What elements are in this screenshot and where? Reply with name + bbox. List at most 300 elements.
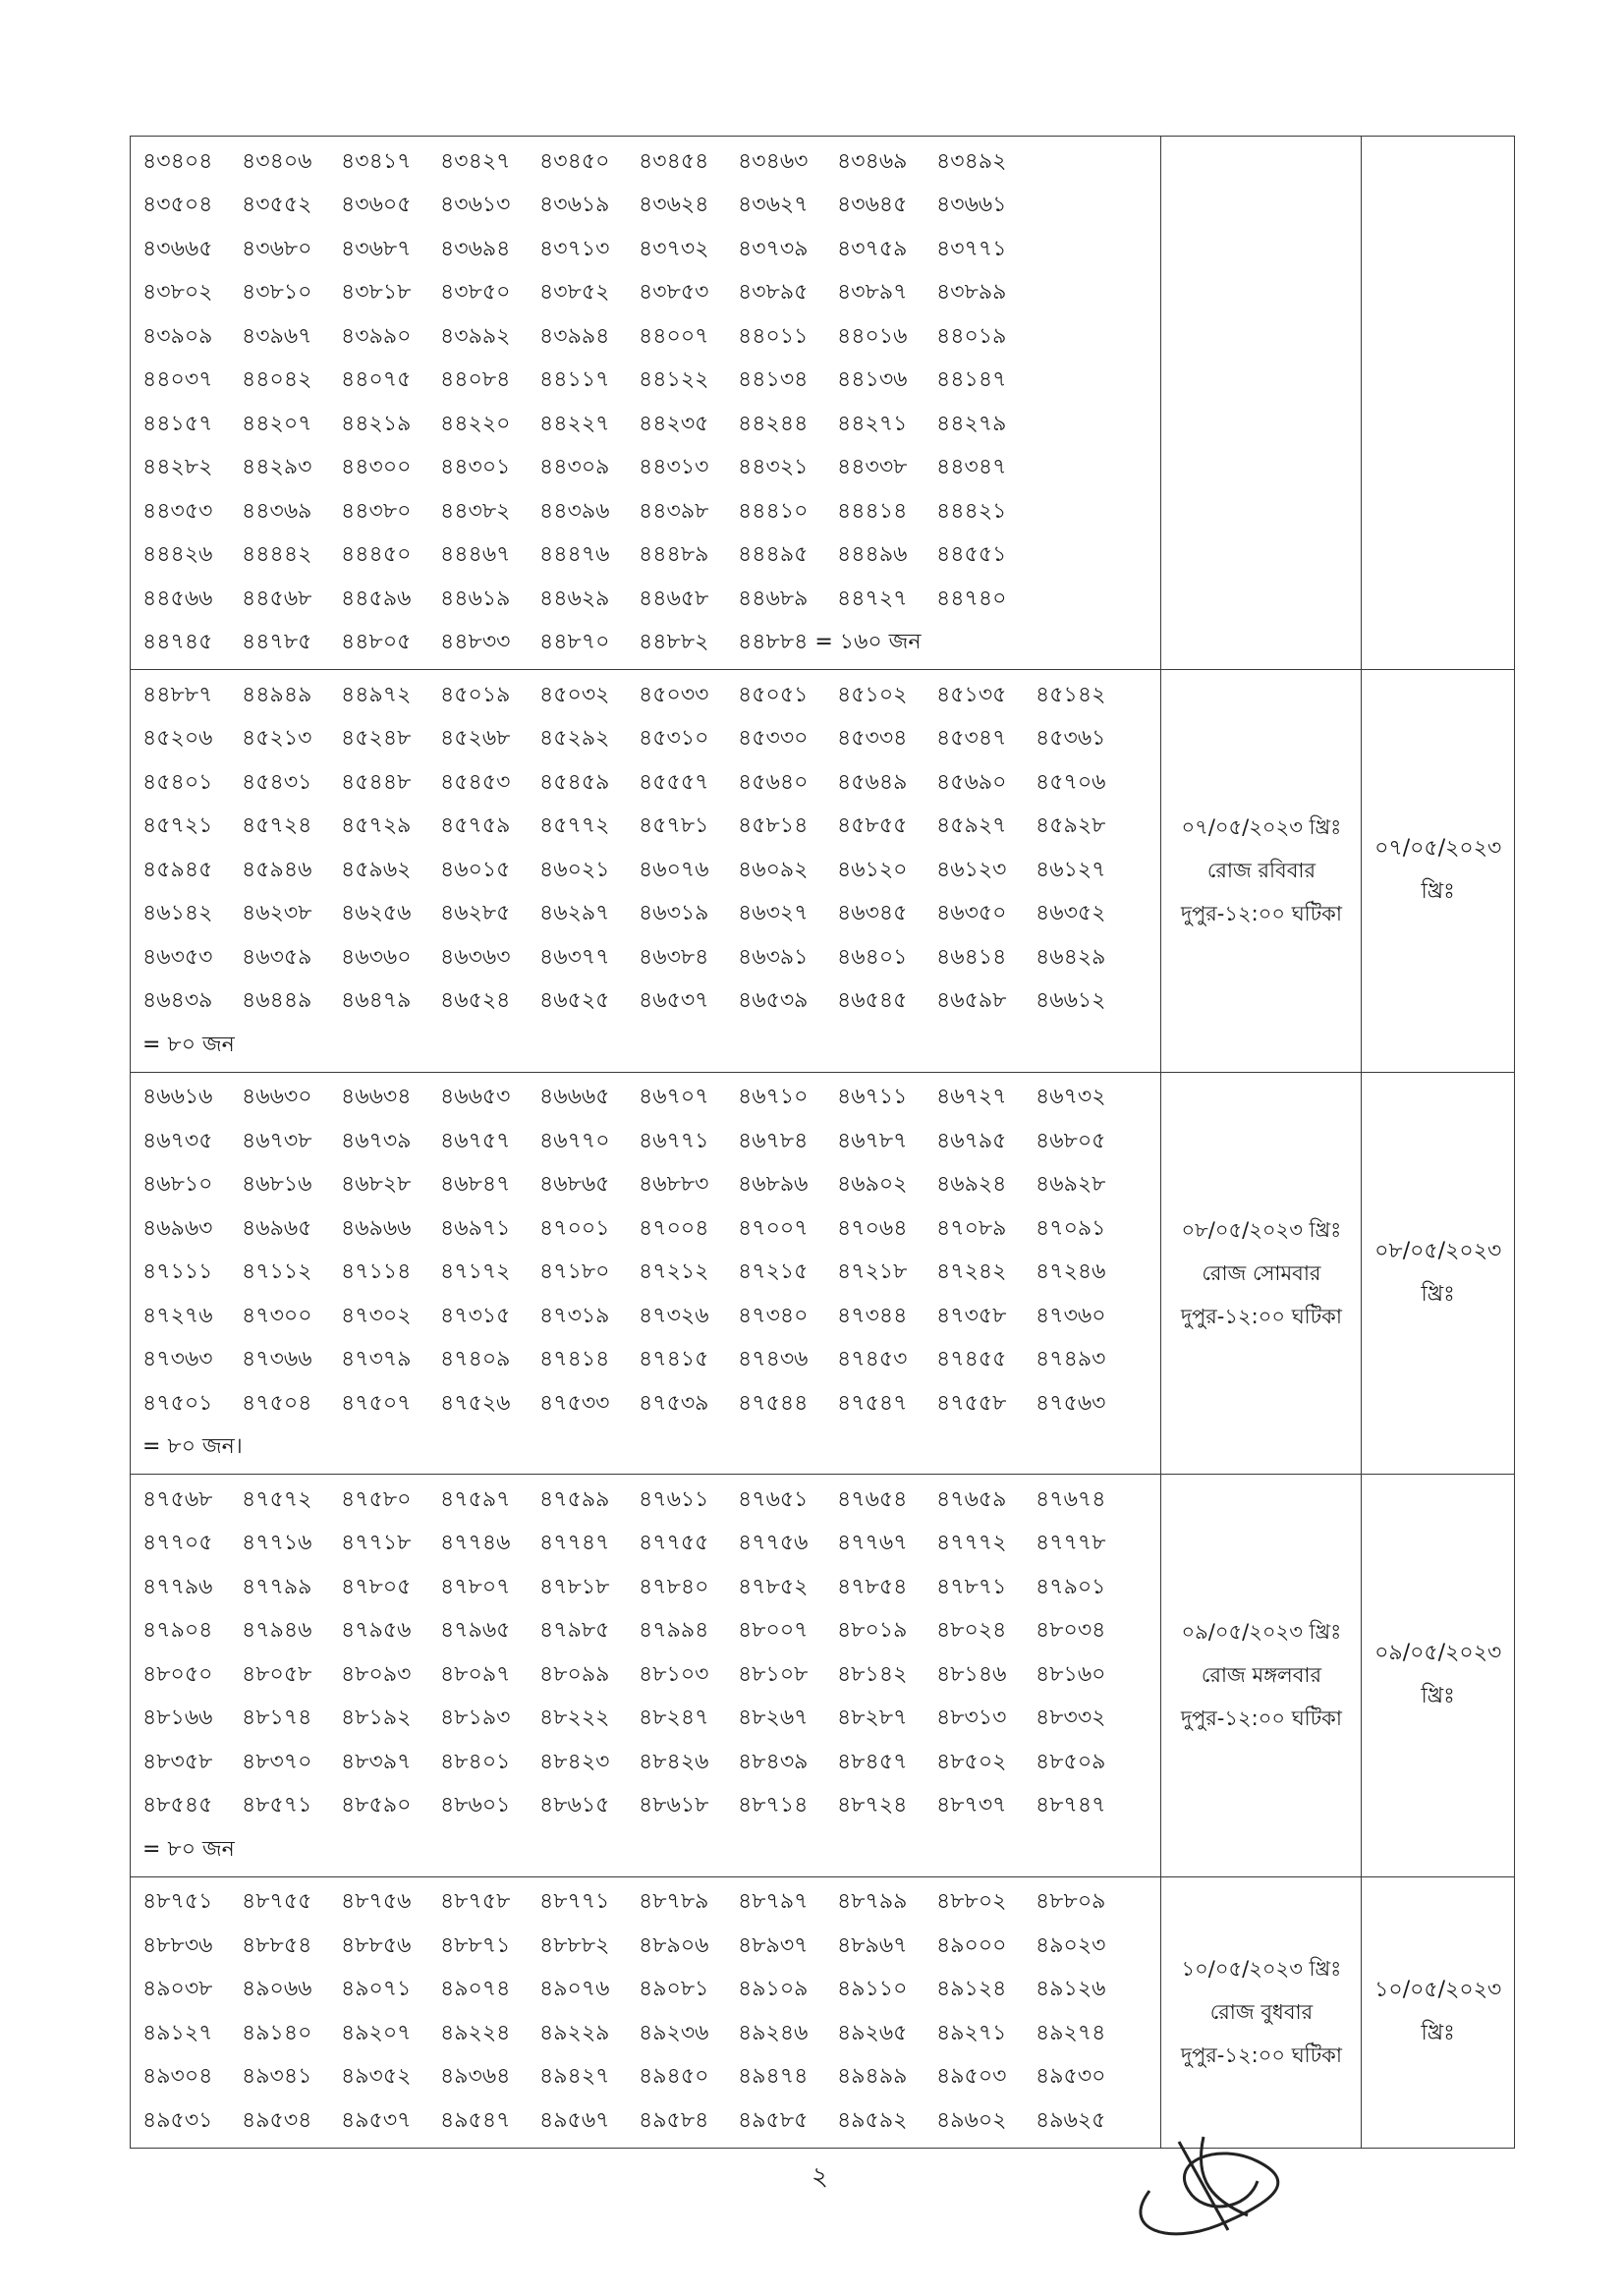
roll-number: ৪৭৮৪০ (639, 1574, 709, 1599)
roll-number: ৪৯২২৯ (539, 2020, 610, 2045)
roll-number: ৪৫৭৮১ (639, 813, 709, 839)
roll-number: ৪৭৭১৬ (242, 1531, 312, 1556)
roll-number: ৪৭৫৭২ (242, 1486, 312, 1512)
roll-number: ৪৮৫৯০ (341, 1793, 412, 1818)
roll-number: ৪৪১৩৪ (738, 367, 809, 393)
roll-number: ৪৯৪৯৯ (837, 2064, 908, 2090)
roll-number: ৪৭৬১১ (639, 1486, 709, 1512)
roll-number: ৪৪০৩৭ (142, 367, 213, 393)
roll-number: ৪৭০০৪ (639, 1215, 709, 1241)
roll-number: ৪৪৩২১ (738, 455, 809, 480)
roll-number: ৪৪২২০ (440, 411, 511, 436)
roll-number: ৪৭৪৫৩ (837, 1347, 908, 1372)
roll-number: ৪৫৭২১ (142, 813, 213, 839)
roll-numbers-cell (131, 1475, 1161, 1877)
roll-number: ৪৩৫০৪ (142, 193, 213, 218)
roll-number: ৪৪৩৩৮ (837, 455, 908, 480)
roll-number: ৪৩৬৬৫ (142, 236, 213, 261)
roll-line (142, 1426, 1150, 1471)
roll-line (142, 2056, 1150, 2100)
roll-number: ৪৯০৮১ (639, 1977, 709, 2002)
roll-number: ৪৪০০৭ (639, 323, 709, 349)
roll-number: ৪৭৪১৫ (639, 1347, 709, 1372)
roll-number: ৪৯৩৪১ (242, 2064, 312, 2090)
roll-number: ৪৬৮৪৭ (440, 1172, 511, 1198)
roll-number: ৪৪৩০০ (341, 455, 412, 480)
roll-line (142, 893, 1150, 937)
roll-line (142, 1479, 1150, 1523)
roll-number: ৪৭৪১৪ (539, 1347, 610, 1372)
roll-number: ৪৭০০১ (539, 1215, 610, 1241)
viva-date-text (1362, 827, 1514, 914)
roll-number: ৪৫৪৫৯ (539, 769, 610, 795)
roll-number: ৪৭৩৫৮ (936, 1303, 1007, 1328)
roll-numbers-cell (131, 137, 1161, 670)
roll-number: ৪৩৬১৩ (440, 193, 511, 218)
roll-number: ৪৮৭৫৫ (242, 1889, 312, 1915)
roll-number: = ৮০ জন (142, 1836, 235, 1862)
viva-date-line: খ্রিঃ (1421, 879, 1455, 905)
roll-number: ৪৩৮১৮ (341, 280, 412, 306)
roll-block-row (131, 670, 1515, 1073)
roll-number: ৪৫৯৬২ (341, 857, 412, 882)
roll-line (142, 1252, 1150, 1296)
roll-number: ৪৭১৭২ (440, 1259, 511, 1285)
roll-number: ৪৪৮৮২ (639, 630, 709, 655)
roll-number: ৪৭৩৬৬ (242, 1347, 312, 1372)
roll-number: ৪৫৭২৯ (341, 813, 412, 839)
roll-line (142, 1024, 1150, 1068)
roll-line (142, 2099, 1150, 2144)
roll-number: ৪৫৭৭২ (539, 813, 610, 839)
roll-number: ৪৫৪৪৮ (341, 769, 412, 795)
roll-number: ৪৪৭৪৫ (142, 630, 213, 655)
roll-number: ৪৩৯০৯ (142, 323, 213, 349)
roll-number: ৪৮৭৭১ (539, 1889, 610, 1915)
roll-numbers-cell (131, 1876, 1161, 2148)
roll-number: ৪৬৭১০ (738, 1085, 809, 1110)
roll-number: ৪৮৯৬৭ (837, 1932, 908, 1958)
roll-number: ৪৮৭১৪ (738, 1793, 809, 1818)
roll-line (142, 1120, 1150, 1164)
roll-number: ৪৬৭৩৮ (242, 1128, 312, 1153)
roll-number: ৪৪৫৬৮ (242, 586, 312, 611)
roll-number: ৪৮০৫৮ (242, 1661, 312, 1687)
roll-number: ৪৯৫৮৪ (639, 2107, 709, 2133)
roll-number: ৪৫৯২৮ (1036, 813, 1106, 839)
roll-number: ৪৯৫৬৭ (539, 2107, 610, 2133)
roll-number: ৪৪৫৬৬ (142, 586, 213, 611)
roll-number: ৪৭২৭৬ (142, 1303, 213, 1328)
roll-number: ৪৯০০০ (936, 1932, 1007, 1958)
roll-number: ৪৬৫৩৭ (639, 988, 709, 1014)
date-line: রোজ মঙ্গলবার (1201, 1663, 1322, 1688)
roll-number: ৪৮২৪৭ (639, 1706, 709, 1731)
roll-number: ৪৮৭২৪ (837, 1793, 908, 1818)
roll-number: ৪৮৩৯৭ (341, 1749, 412, 1774)
roll-number: ৪৭৭৬৭ (837, 1531, 908, 1556)
roll-line (142, 849, 1150, 893)
roll-line (142, 1698, 1150, 1742)
roll-number: ৪৫৯৪৬ (242, 857, 312, 882)
roll-number: ৪৬৩৬৩ (440, 944, 511, 970)
roll-number: ৪৪৪৭৬ (539, 542, 610, 568)
roll-numbers-cell (131, 670, 1161, 1073)
roll-number: ৪৬৭১১ (837, 1085, 908, 1110)
roll-number: ৪৩৮৫০ (440, 280, 511, 306)
roll-number: = ৮০ জন (142, 1032, 235, 1057)
roll-number: ৪৬৩৭৭ (539, 944, 610, 970)
roll-number: ৪৪৪৫০ (341, 542, 412, 568)
written-exam-date-cell (1161, 1876, 1362, 2148)
roll-number: ৪৭১১১ (142, 1259, 213, 1285)
roll-number: ৪৬৭৯৫ (936, 1128, 1007, 1153)
roll-number: ৪৪২২৭ (539, 411, 610, 436)
roll-number: ৪৩৪০৬ (242, 148, 312, 174)
roll-number: ৪৭০৮৯ (936, 1215, 1007, 1241)
roll-number: ৪৬৮৯৬ (738, 1172, 809, 1198)
roll-line (142, 1925, 1150, 1969)
roll-number: ৪৬৫৩৯ (738, 988, 809, 1014)
roll-number: ৪৯৫০৩ (936, 2064, 1007, 2090)
roll-number: ৪৫০৫১ (738, 682, 809, 707)
roll-number: ৪৮০২৪ (936, 1618, 1007, 1644)
roll-number: ৪৬৩১৯ (639, 901, 709, 926)
roll-number: ৪৭৩১৫ (440, 1303, 511, 1328)
roll-number: ৪৮৫৭১ (242, 1793, 312, 1818)
roll-number: ৪৯২৬৫ (837, 2020, 908, 2045)
roll-number: ৪৬৪৪৯ (242, 988, 312, 1014)
roll-number: ৪৫৪০১ (142, 769, 213, 795)
roll-number: ৪৮৭৫৮ (440, 1889, 511, 1915)
roll-number: ৪৯৫৪৭ (440, 2107, 511, 2133)
roll-number: ৪৬৯৭১ (440, 1215, 511, 1241)
roll-line (142, 622, 1150, 666)
roll-number: ৪৯১২৭ (142, 2020, 213, 2045)
roll-line (142, 228, 1150, 272)
roll-number: ৪৫৭৫৯ (440, 813, 511, 839)
date-line: রোজ বুধবার (1209, 2000, 1314, 2024)
roll-number: ৪৬৩৯১ (738, 944, 809, 970)
roll-line (142, 1969, 1150, 2013)
roll-number: ৪৪৪১৪ (837, 498, 908, 524)
viva-date-line: খ্রিঃ (1421, 2021, 1455, 2045)
roll-number: ৪৭৩০০ (242, 1303, 312, 1328)
viva-date-text (1362, 1230, 1514, 1316)
roll-number: ৪৩৭৩৯ (738, 236, 809, 261)
roll-line (142, 806, 1150, 850)
roll-number: ৪৭২৪২ (936, 1259, 1007, 1285)
roll-number: ৪৩৬১৯ (539, 193, 610, 218)
roll-number: ৪৭৬৫৪ (837, 1486, 908, 1512)
roll-number: ৪৭৭৪৭ (539, 1531, 610, 1556)
roll-number: ৪৯২৭১ (936, 2020, 1007, 2045)
roll-number: ৪৭৩৪০ (738, 1303, 809, 1328)
roll-number: ৪৯৩৬৪ (440, 2064, 511, 2090)
roll-number: ৪৪০১১ (738, 323, 809, 349)
roll-number: ৪৮৭৮৯ (639, 1889, 709, 1915)
roll-number: ৪৩৭৩২ (639, 236, 709, 261)
date-line: দুপুর-১২:০০ ঘটিকা (1180, 2043, 1342, 2067)
date-line: দুপুর-১২:০০ ঘটিকা (1180, 1304, 1342, 1328)
roll-number: ৪৯২২৪ (440, 2020, 511, 2045)
roll-number: ৪৪৩৯৮ (639, 498, 709, 524)
roll-number: ৪৩৮৫৩ (639, 280, 709, 306)
roll-number: ৪৮৩৭০ (242, 1749, 312, 1774)
roll-number: ৪৪৩০৯ (539, 455, 610, 480)
roll-number: ৪৪২৯৩ (242, 455, 312, 480)
viva-date-line: ১০/০৫/২০২৩ (1374, 1978, 1502, 2002)
roll-number: ৪৫২৬৮ (440, 726, 511, 752)
roll-number: ৪৬০১৫ (440, 857, 511, 882)
date-line: ১০/০৫/২০২৩ খ্রিঃ (1181, 1957, 1342, 1981)
roll-number: ৪৭৬৫৯ (936, 1486, 1007, 1512)
roll-number: ৪৪২৪৪ (738, 411, 809, 436)
roll-number: ৪৯২৩৬ (639, 2020, 709, 2045)
roll-number: ৪৪৫৯৬ (341, 586, 412, 611)
roll-number: ৪৮০৯৩ (341, 1661, 412, 1687)
roll-line (142, 761, 1150, 806)
roll-number: ৪৪৩৫৩ (142, 498, 213, 524)
roll-number: ৪৪০৮৪ (440, 367, 511, 393)
viva-date-cell (1362, 1876, 1515, 2148)
roll-number: ৪৩৬৮০ (242, 236, 312, 261)
roll-line (142, 447, 1150, 491)
roll-line (142, 1207, 1150, 1252)
roll-number: ৪৭৭৫৬ (738, 1531, 809, 1556)
roll-number: ৪৩৯৯৪ (539, 323, 610, 349)
roll-number: ৪৭২১২ (639, 1259, 709, 1285)
roll-number: ৪৮৩৫৮ (142, 1749, 213, 1774)
roll-number: ৪৪২৭১ (837, 411, 908, 436)
roll-number: ৪৪৪৪২ (242, 542, 312, 568)
roll-number: ৪৪৬১৯ (440, 586, 511, 611)
roll-number: ৪৪৭৪০ (936, 586, 1007, 611)
roll-number: ৪৭৭৫৫ (639, 1531, 709, 1556)
roll-number: ৪৩৯৯২ (440, 323, 511, 349)
roll-number: ৪৮৪৩৯ (738, 1749, 809, 1774)
roll-number: ৪৩৮৫২ (539, 280, 610, 306)
roll-number: ৪৫১৪২ (1036, 682, 1106, 707)
roll-number: ৪৭৬৫১ (738, 1486, 809, 1512)
roll-number: ৪৪৪২১ (936, 498, 1007, 524)
roll-number: ৪৩৮৯৭ (837, 280, 908, 306)
roll-number: ৪৬০২১ (539, 857, 610, 882)
roll-number: ৪৫৩৬১ (1036, 726, 1106, 752)
roll-number: ৪৭৮০৭ (440, 1574, 511, 1599)
roll-number: ৪৮৩১৩ (936, 1706, 1007, 1731)
roll-number: ৪৭৫৯৭ (440, 1486, 511, 1512)
roll-number: ৪৭১৮০ (539, 1259, 610, 1285)
roll-number: ৪৬২৯৭ (539, 901, 610, 926)
roll-number: ৪৫০১৯ (440, 682, 511, 707)
roll-number: ৪৯৫৩০ (1036, 2064, 1106, 2090)
roll-number: ৪৭২১৮ (837, 1259, 908, 1285)
roll-number: ৪৫৬৪০ (738, 769, 809, 795)
roll-number: ৪৭২৪৬ (1036, 1259, 1106, 1285)
roll-number: ৪৬৯৬৬ (341, 1215, 412, 1241)
roll-number: ৪৩৬২৭ (738, 193, 809, 218)
roll-number: ৪৬৮১৬ (242, 1172, 312, 1198)
roll-line (142, 315, 1150, 360)
roll-number: ৪৮০৩৪ (1036, 1618, 1106, 1644)
roll-number: ৪৪৮৮৪ = ১৬০ জন (738, 630, 922, 655)
roll-number: ৪৩৪৬৩ (738, 148, 809, 174)
roll-number: ৪৬৬৩৪ (341, 1085, 412, 1110)
roll-number: ৪৬৬১২ (1036, 988, 1106, 1014)
roll-number: ৪৯২৭৪ (1036, 2020, 1106, 2045)
roll-number: ৪৭৭৭২ (936, 1531, 1007, 1556)
roll-number: ৪৬৭০৭ (639, 1085, 709, 1110)
viva-date-cell (1362, 1475, 1515, 1877)
roll-number: ৪৪৩৮২ (440, 498, 511, 524)
viva-date-text (1362, 1632, 1514, 1718)
roll-number: ৪৪১৫৭ (142, 411, 213, 436)
roll-number: ৪৬৩৮৪ (639, 944, 709, 970)
roll-number: ৪৭৫৫৮ (936, 1390, 1007, 1416)
roll-number: ৪৬২৮৫ (440, 901, 511, 926)
roll-number: ৪৪৯৭২ (341, 682, 412, 707)
roll-line (142, 1741, 1150, 1785)
roll-number: ৪৬৬৩০ (242, 1085, 312, 1110)
roll-number: ৪৬৭৩৫ (142, 1128, 213, 1153)
roll-number: ৪৩৫৫২ (242, 193, 312, 218)
roll-number: ৪৫৭২৪ (242, 813, 312, 839)
roll-number: ৪৩৮৯৫ (738, 280, 809, 306)
roll-number: ৪৫২০৬ (142, 726, 213, 752)
roll-number: ৪৯০৩৮ (142, 1977, 213, 2002)
roll-number: ৪৯১০৯ (738, 1977, 809, 2002)
roll-number: ৪৭৯৯৪ (639, 1618, 709, 1644)
roll-number: ৪৮৭৪৭ (1036, 1793, 1106, 1818)
roll-number: ৪৯৫৮৫ (738, 2107, 809, 2133)
roll-number: ৪৭৩৪৪ (837, 1303, 908, 1328)
roll-number: ৪৭৫৪৪ (738, 1390, 809, 1416)
roll-number: ৪৪৪৬৭ (440, 542, 511, 568)
roll-number: ৪৪৬২৯ (539, 586, 610, 611)
roll-number: ৪৭৫৪৭ (837, 1390, 908, 1416)
roll-number: ৪৪০৭৫ (341, 367, 412, 393)
roll-number: ৪৭৯০১ (1036, 1574, 1106, 1599)
roll-number: ৪৯৫৩৭ (341, 2107, 412, 2133)
exam-date-text (1161, 1208, 1361, 1338)
roll-number: ৪৪৮৩৩ (440, 630, 511, 655)
roll-number: ৪৪১২২ (639, 367, 709, 393)
roll-number: ৪৪১৪৭ (936, 367, 1007, 393)
roll-number: ৪৮২৮৭ (837, 1706, 908, 1731)
roll-number: ৪৭৩৬০ (1036, 1303, 1106, 1328)
roll-line (142, 1077, 1150, 1121)
roll-number: ৪৪৩৪৭ (936, 455, 1007, 480)
roll-line (142, 272, 1150, 316)
exam-date-text (1161, 806, 1361, 935)
roll-number: ৪৬৪২৯ (1036, 944, 1106, 970)
roll-number: ৪৮২২২ (539, 1706, 610, 1731)
roll-number: ৪৮১৬০ (1036, 1661, 1106, 1687)
roll-line (142, 403, 1150, 447)
roll-number: ৪৪২১৯ (341, 411, 412, 436)
roll-line (142, 1164, 1150, 1208)
roll-number: ৪৯৩৫২ (341, 2064, 412, 2090)
exam-date-text (1161, 1610, 1361, 1740)
roll-number: ৪৩৯৯০ (341, 323, 412, 349)
roll-line (142, 360, 1150, 404)
date-line: দুপুর-১২:০০ ঘটিকা (1180, 902, 1342, 926)
roll-number: ৪৮১৭৪ (242, 1706, 312, 1731)
roll-number: ৪৬৩৫০ (936, 901, 1007, 926)
roll-number: ৪৫১৩৫ (936, 682, 1007, 707)
roll-line (142, 674, 1150, 718)
roll-number: ৪৩৮৯৯ (936, 280, 1007, 306)
roll-line (142, 936, 1150, 980)
roll-number: ৪৬৯৬৩ (142, 1215, 213, 1241)
roll-number: ৪৮২৬৭ (738, 1706, 809, 1731)
roll-number: ৪৪৪৮৯ (639, 542, 709, 568)
roll-number: ৪৩৮১০ (242, 280, 312, 306)
roll-number: ৪৫৮১৪ (738, 813, 809, 839)
roll-number: ৪৩৪৯২ (936, 148, 1007, 174)
roll-number: ৪৪১১৭ (539, 367, 610, 393)
roll-number: ৪৭৮০৫ (341, 1574, 412, 1599)
roll-number: ৪৬১৪২ (142, 901, 213, 926)
roll-number: ৪৬৮০৫ (1036, 1128, 1106, 1153)
roll-number: ৪৬৪০১ (837, 944, 908, 970)
roll-line (142, 1566, 1150, 1610)
roll-number: ৪৮৮০৯ (1036, 1889, 1106, 1915)
roll-number: ৪৬৩৫২ (1036, 901, 1106, 926)
roll-number: ৪৯১২৪ (936, 1977, 1007, 2002)
roll-number: ৪৯৪৫০ (639, 2064, 709, 2090)
roll-line (142, 140, 1150, 185)
roll-number: ৪৮৪০১ (440, 1749, 511, 1774)
roll-number: ৪৪২৭৯ (936, 411, 1007, 436)
roll-number: ৪৪৪২৬ (142, 542, 213, 568)
roll-number: ৪৪০১৬ (837, 323, 908, 349)
roll-number: ৪৭৫৩৩ (539, 1390, 610, 1416)
roll-number: ৪৭৩২৬ (639, 1303, 709, 1328)
roll-number: ৪৩৭৭১ (936, 236, 1007, 261)
roll-number: ৪৭৭৭৮ (1036, 1531, 1106, 1556)
roll-line (142, 1382, 1150, 1426)
roll-number: ৪৬৮৬৫ (539, 1172, 610, 1198)
roll-number: ৪৬১২৩ (936, 857, 1007, 882)
roll-number: ৪৯০২৩ (1036, 1932, 1106, 1958)
written-exam-date-cell (1161, 137, 1362, 670)
roll-block-row (131, 1475, 1515, 1877)
roll-number: ৪৯০৭৪ (440, 1977, 511, 2002)
roll-number: ৪৪৭২৭ (837, 586, 908, 611)
roll-number: ৪৯৫৯২ (837, 2107, 908, 2133)
roll-line (142, 2012, 1150, 2056)
roll-number: ৪৫৯২৭ (936, 813, 1007, 839)
signature-image (1110, 2122, 1307, 2250)
roll-number: ৪৬৪১৪ (936, 944, 1007, 970)
viva-date-cell (1362, 137, 1515, 670)
roll-number: ৪৭৮৫৪ (837, 1574, 908, 1599)
written-exam-date-cell (1161, 1072, 1362, 1475)
date-line: দুপুর-১২:০০ ঘটিকা (1180, 1706, 1342, 1731)
roll-number: ৪৫৩৪৭ (936, 726, 1007, 752)
roll-number: ৪৩৬২৪ (639, 193, 709, 218)
roll-number: ৪৫৩৩০ (738, 726, 809, 752)
roll-number: ৪৫৮৫৫ (837, 813, 908, 839)
roll-number: ৪৭৩৬৩ (142, 1347, 213, 1372)
roll-number: ৪৯২০৭ (341, 2020, 412, 2045)
roll-number: ৪৮৬০১ (440, 1793, 511, 1818)
roll-number: ৪৭৮৫২ (738, 1574, 809, 1599)
roll-number: ৪৩৬৬১ (936, 193, 1007, 218)
roll-number: ৪৪০১৯ (936, 323, 1007, 349)
